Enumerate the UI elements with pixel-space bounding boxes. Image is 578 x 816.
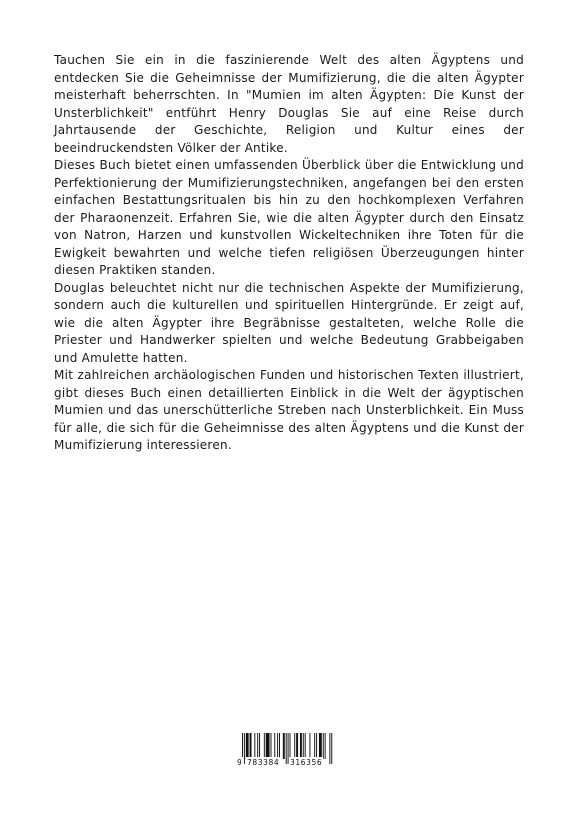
- book-blurb: [54, 52, 524, 455]
- barcode-bar: [264, 733, 265, 759]
- barcode-bar: [323, 733, 324, 759]
- barcode-bar: [257, 733, 258, 759]
- barcode-bar: [259, 733, 260, 759]
- blurb-paragraph-1: Tauchen Sie ein in die faszinierende Welt des alten Ägyptens und entdecken Sie die Geheimnisse der Mumifizierung, die die alten Ägypter meisterhaft beherrschten. In "Mumien im alten Ägypten: Die Kunst der Unsterblichkeit" entführt Henry Douglas Sie auf eine Reise durch Jahrtausende der Geschichte, Religion und Kultur eines der beeindruckendsten Völker der Antike.: [54, 53, 524, 155]
- blurb-paragraph-4: Mit zahlreichen archäologischen Funden und historischen Texten illustriert, gibt dieses Buch einen detaillierten Einblick in die Welt der ägyptischen Mumien und das unerschütterliche Streben nach Unsterblichkeit. Ein Muss für alle, die sich für die Geheimnisse des alten Ägyptens und die Kunst der Mumifizierung interessieren.: [54, 368, 524, 452]
- barcode-bar: [319, 733, 322, 759]
- barcode-bar: [296, 733, 298, 759]
- barcode-bar: [277, 733, 278, 759]
- barcode-bar: [305, 733, 306, 759]
- barcode-bar: [294, 733, 295, 759]
- barcode-digits: [236, 757, 334, 769]
- barcode-bar: [290, 733, 291, 759]
- barcode-bar: [271, 733, 272, 759]
- blurb-paragraph-3: Douglas beleuchtet nicht nur die technischen Aspekte der Mumifizierung, sondern auch die kulturellen und spirituellen Hintergründe. Er zeigt auf, wie die alten Ägypter ihre Begräbnisse gestalteten, welche Rolle die Priester und Handwerker spielten und welche Bedeutung Grabbeigaben und Amulette hatten.: [54, 280, 524, 365]
- barcode-bar: [246, 733, 249, 759]
- blurb-paragraph-2: Dieses Buch bietet einen umfassenden Überblick über die Entwicklung und Perfektionierung der Mumifizierungstechniken, angefangen bei den ersten einfachen Bestattungsritualen bis hin zu den hochkomplexen Verfahren der Pharaonenzeit. Erfahren Sie, wie die alten Ägypter durch den Einsatz von Natron, Harzen und kunstvollen Wickeltechniken ihre Toten für die Ewigkeit bewahrten und welche tiefen religiösen Überzeugungen hinter diesen Praktiken standen.: [54, 158, 524, 277]
- barcode-left-group: 783384: [247, 758, 280, 767]
- barcode-bar: [309, 733, 310, 759]
- barcode-bar: [254, 733, 255, 759]
- barcode-bar: [300, 733, 302, 759]
- barcode-bar: [266, 733, 270, 759]
- barcode-bar: [250, 733, 252, 759]
- barcode-bar: [279, 733, 280, 759]
- barcode-bar: [303, 733, 304, 759]
- barcode-right-group: 316356: [290, 758, 323, 767]
- barcode-first-digit: 9: [237, 758, 242, 767]
- barcode-bar: [316, 733, 317, 759]
- isbn-barcode: [236, 733, 334, 771]
- barcode-bar: [325, 733, 326, 759]
- barcode-bar: [283, 733, 285, 759]
- barcode-bar: [274, 733, 275, 759]
- barcode-bar: [314, 733, 315, 759]
